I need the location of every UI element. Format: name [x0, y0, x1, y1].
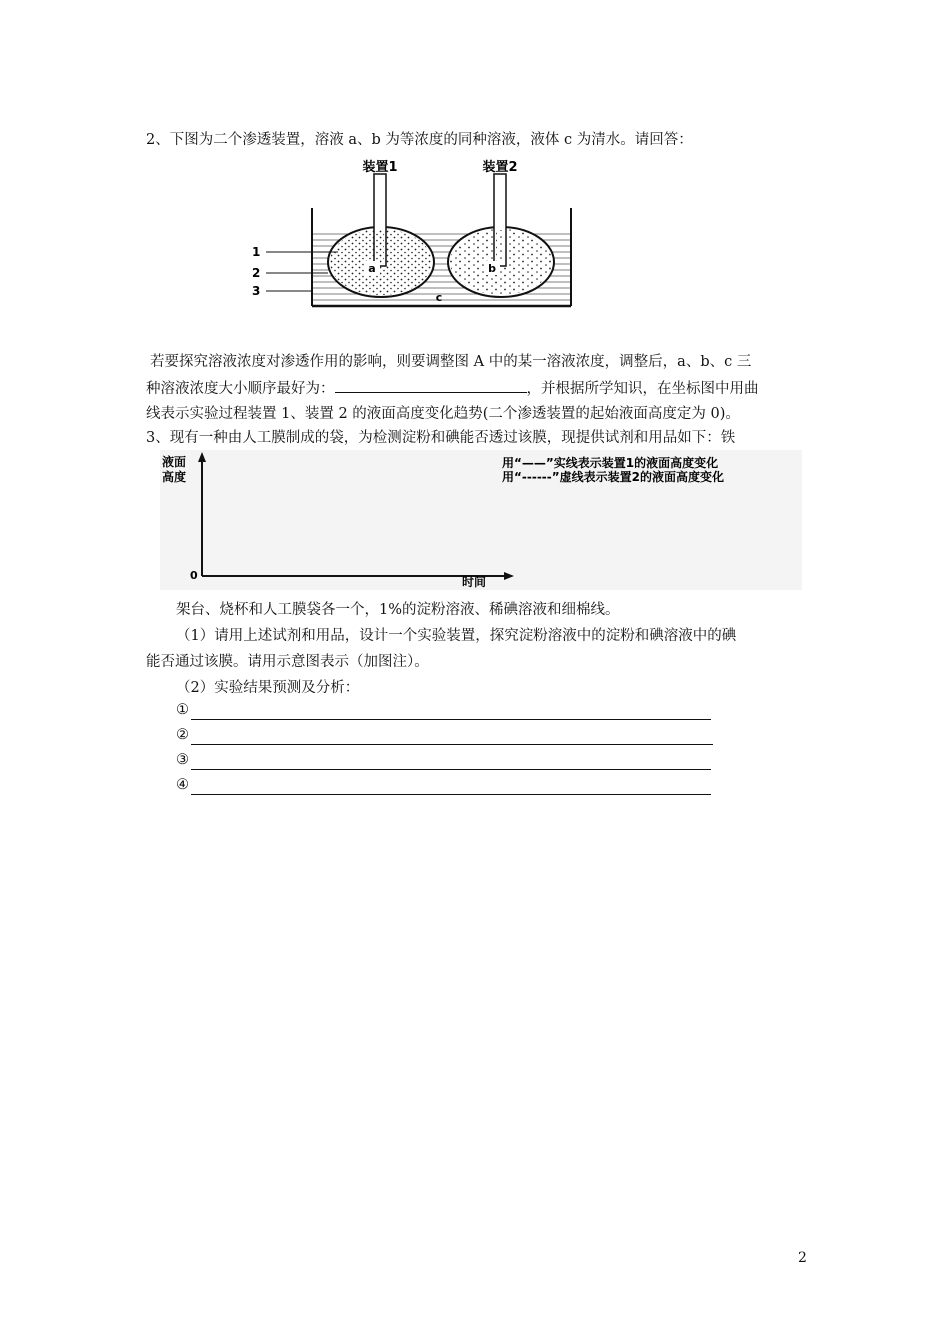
solution-b-label: b	[488, 262, 496, 275]
origin-label: 0	[190, 569, 198, 582]
page-number: 2	[798, 1250, 807, 1266]
callout-1: 1	[252, 245, 261, 259]
answer-line-1[interactable]	[191, 705, 711, 720]
answer-marker-3: ③	[176, 752, 189, 768]
legend-dashed-line: 用“------”虚线表示装置2的液面高度变化	[502, 470, 725, 484]
device-2-label: 装置2	[482, 160, 518, 175]
legend-solid-line: 用“——”实线表示装置1的液面高度变化	[502, 456, 719, 470]
answer-marker-2: ②	[176, 727, 189, 743]
q2-paragraph-line1: 若要探究溶液浓度对渗透作用的影响，则要调整图 A 中的某一溶液浓度，调整后，a、b、c 三	[150, 354, 752, 370]
device-1-label: 装置1	[362, 160, 398, 175]
q3-sub1-line1: （1）请用上述试剂和用品，设计一个实验装置，探究淀粉溶液中的淀粉和碘溶液中的碘	[176, 628, 737, 644]
answer-row-1	[176, 700, 711, 720]
answer-line-3[interactable]	[191, 755, 711, 770]
q2-order-prompt: 种溶液浓度大小顺序最好为：	[146, 381, 335, 397]
osmosis-apparatus-figure	[246, 158, 578, 314]
concentration-order-blank[interactable]	[335, 378, 527, 393]
q2-graph-prompt: ，并根据所学知识，在坐标图中用曲	[526, 381, 759, 397]
q2-paragraph-line3: 线表示实验过程装置 1、装置 2 的液面高度变化趋势(二个渗透装置的起始液面高度定为 0)。	[146, 406, 740, 422]
q3-sub1-line2: 能否通过该膜。请用示意图表示（加图注）。	[146, 654, 429, 670]
answer-row-3	[176, 750, 711, 770]
solution-a-label: a	[368, 262, 376, 275]
q2-paragraph-line2	[146, 378, 759, 399]
liquid-level-graph	[160, 450, 802, 594]
answer-marker-4: ④	[176, 777, 189, 793]
q2-stem: 2、下图为二个渗透装置，溶液 a、b 为等浓度的同种溶液，液体 c 为清水。请回答：	[146, 132, 693, 148]
q3-line1: 3、现有一种由人工膜制成的袋，为检测淀粉和碘能否透过该膜，现提供试剂和用品如下：铁	[146, 430, 736, 446]
answer-row-4	[176, 775, 711, 795]
callout-3: 3	[252, 284, 261, 298]
q3-line2: 架台、烧杯和人工膜袋各一个，1%的淀粉溶液、稀碘溶液和细棉线。	[176, 602, 620, 618]
x-axis-label: 时间	[462, 575, 487, 589]
y-axis-label-line1: 液面	[162, 455, 187, 469]
answer-line-2[interactable]	[191, 730, 713, 745]
q3-sub2: （2）实验结果预测及分析：	[176, 680, 360, 696]
liquid-c-label: c	[435, 291, 443, 304]
answer-marker-1: ①	[176, 702, 189, 718]
answer-line-4[interactable]	[191, 780, 711, 795]
answer-row-2	[176, 725, 713, 745]
y-axis-label-line2: 高度	[162, 470, 187, 484]
callout-2: 2	[252, 266, 261, 280]
